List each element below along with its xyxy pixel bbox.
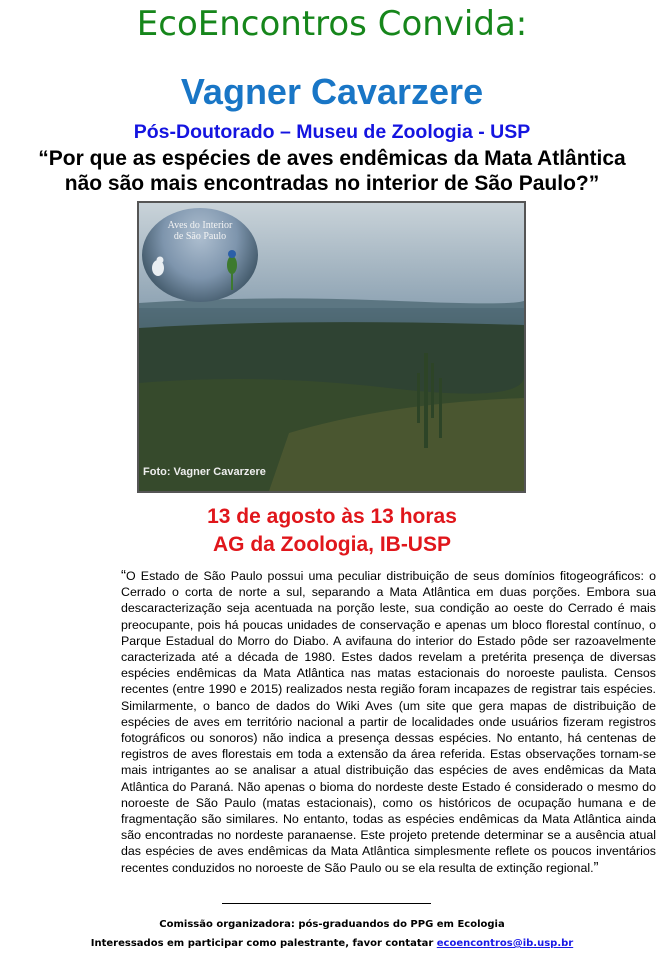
talk-title-line-2: não são mais encontradas no interior de São Paulo?” — [64, 172, 600, 195]
talk-title-line-1: “Por que as espécies de aves endêmicas da Mata Atlântica — [38, 147, 626, 170]
abstract — [121, 568, 656, 876]
event-venue: AG da Zoologia, IB-USP — [212, 533, 451, 556]
event-date: 13 de agosto às 13 horas — [207, 505, 457, 528]
contact-email-link[interactable]: ecoencontros@ib.usp.br — [436, 938, 574, 949]
inset-title-line-1: Aves do Interior — [167, 220, 233, 231]
bird-icons — [142, 208, 258, 302]
contact-line — [0, 937, 664, 950]
abstract-close-quote: ” — [593, 858, 599, 876]
speaker-affiliation: Pós-Doutorado – Museu de Zoologia - USP — [133, 121, 531, 143]
photo-credit: Foto: Vagner Cavarzere — [143, 466, 266, 478]
contact-prefix: Interessados em participar como palestrante, favor contatar — [90, 938, 437, 949]
abstract-open-quote: “ — [121, 567, 126, 584]
talk-title — [0, 146, 664, 196]
inset-logo — [142, 208, 258, 302]
landscape-photo — [137, 201, 526, 493]
abstract-text: O Estado de São Paulo possui uma peculiar distribuição de seus domínios fitogeográficos: o Cerrado o corta de norte a sul, separando a Mata Atlântica em duas porções. Embora sua descaracterização seja acentuada na porção leste, sua condição ao oeste do Cerrado é mais preocupante, pois há poucas unidades de conservação e apenas um bloco florestal contínuo, o Parque Estadual do Morro do Diabo. A avifauna do interior do Estado pôde ser razoavelmente caracterizada até a década de 1980. Estes dados revelam a pretérita presença de diversas espécies endêmicas da Mata Atlântica nas matas estacionais do noroeste paulista. Censos recentes (entre 1990 e 2015) realizados nesta região foram incapazes de registrar tais espécies. Similarmente, o banco de dados do Wiki Aves (um site que gera mapas de distribuição de espécies de aves em território nacional a partir de localidades onde usuários fizeram registros fotográficos ou sonoros) não indica a presença dessas espécies. No entanto, há centenas de registros de aves florestais em toda a extensão da área referida. Estas observações tornam-se mais intrigantes ao se analisar a atual distribuição das espécies de aves endêmicas da Mata Atlântica do Paraná. Não apenas o bioma do nordeste deste Estado é considerado o mesmo do noroeste de São Paulo (matas estacionais), como os históricos de ocupação humana e de fragmentação são similares. No entanto, todas as espécies endêmicas da Mata Atlântica ainda são encontradas no nordeste paranaense. Este projeto pretende determinar se a ausência atual das espécies de aves endêmicas da Mata Atlântica simplesmente reflete os poucos inventários recentes conduzidos no noroeste de São Paulo ou se ela resulta de extinção regional. — [121, 569, 656, 875]
inset-title-line-2: de São Paulo — [173, 231, 227, 242]
event-series-title: EcoEncontros Convida: — [136, 4, 528, 44]
organizers-note: Comissão organizadora: pós-graduandos do PPG em Ecologia — [159, 919, 505, 930]
speaker-name: Vagner Cavarzere — [180, 71, 484, 112]
divider — [222, 903, 431, 904]
